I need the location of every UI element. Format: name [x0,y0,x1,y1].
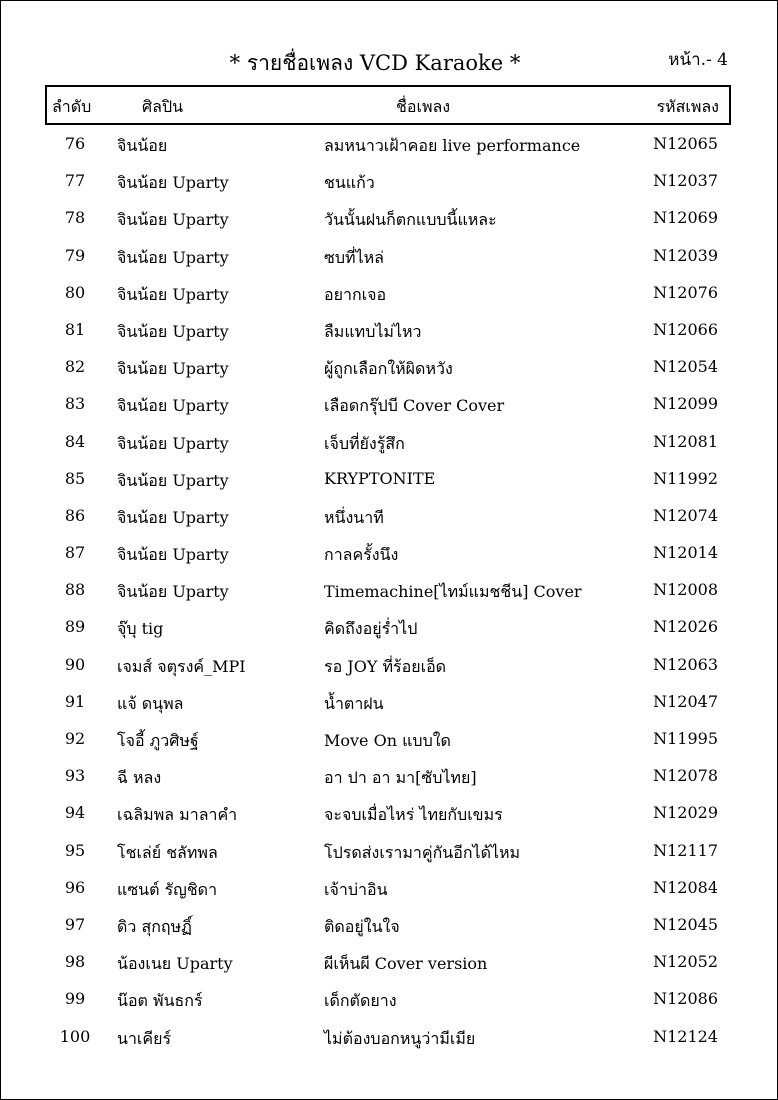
row-code: N12084 [653,877,718,897]
page-title: * รายชื่อเพลง VCD Karaoke * [229,51,521,75]
row-code: N12117 [653,840,718,860]
table-row [0,236,778,273]
row-number: 82 [64,357,86,377]
row-number: 91 [64,691,86,711]
row-song: จะจบเมื่อไหร่ ไทยกับเขมร [324,805,503,825]
song-list [0,124,778,1054]
table-row [0,459,778,496]
row-number: 83 [64,394,86,414]
row-artist: แซนต์ รัญชิดา [117,879,218,899]
row-song: KRYPTONITE [324,468,436,488]
row-code: N12045 [653,914,718,934]
table-row [0,756,778,793]
row-artist: จินน้อย [117,136,168,155]
table-row [0,682,778,719]
row-song: รอ JOY ที่ร้อยเอ็ด [324,656,447,676]
table-header [45,85,731,125]
row-code: N12081 [653,431,718,451]
row-song: น้ำตาฝน [324,693,384,713]
row-code: N12026 [653,617,718,637]
row-song: ลมหนาวเฝ้าคอย live performance [324,136,581,155]
row-song: ซบที่ไหล่ [324,247,384,267]
row-artist: จินน้อย Uparty [117,247,229,267]
row-song: ไม่ต้องบอกหนูว่ามีเมีย [324,1028,476,1048]
row-code: N12086 [653,989,718,1009]
row-code: N12008 [653,580,718,600]
row-song: เลือดกรุ๊ปบี Cover Cover [324,396,505,416]
row-code: N12124 [653,1026,718,1046]
row-artist: น้องเนย Uparty [117,954,233,974]
page-number: หน้า.- 4 [668,50,728,70]
row-code: N12069 [653,208,718,228]
row-artist: น๊อต พันธกร์ [117,991,203,1011]
row-artist: จินน้อย Uparty [117,470,229,490]
row-code: N12037 [653,171,718,191]
row-code: N12029 [653,803,718,823]
header-code: รหัสเพลง [656,97,719,116]
header-artist: ศิลปิน [142,97,184,116]
row-number: 92 [64,729,86,748]
row-artist: โชเล่ย์ ชลัทพล [117,842,218,862]
row-artist: แจ้ ดนุพล [117,693,184,713]
row-code: N12066 [653,319,718,339]
row-number: 78 [64,208,86,228]
header-song: ชื่อเพลง [396,97,451,116]
row-song: Timemachine[ไทม์แมชชีน] Cover [324,582,582,602]
table-row [0,533,778,570]
table-row [0,198,778,235]
row-artist: นาเคียร์ [117,1028,172,1048]
row-artist: จินน้อย Uparty [117,210,229,230]
table-row [0,496,778,533]
row-number: 98 [64,952,86,972]
row-number: 94 [64,803,86,823]
row-song: อยากเจอ [324,284,387,304]
row-number: 76 [64,134,86,153]
row-code: N12014 [653,543,718,563]
table-row [0,831,778,868]
row-song: หนึ่งนาที [324,507,384,527]
row-number: 89 [64,617,86,637]
row-number: 99 [64,989,86,1009]
row-artist: จุ๊บุ tig [117,619,164,639]
row-code: N12099 [653,394,718,414]
row-song: โปรดส่งเรามาคู่กันอีกได้ไหม [324,842,521,862]
row-artist: ดิว สุกฤษฏิ์ [117,916,192,936]
table-row [0,607,778,644]
row-number: 93 [64,766,86,786]
row-artist: โจอี้ ภูวศิษฐ์ [117,731,199,750]
row-number: 97 [64,914,86,934]
row-number: 90 [64,654,86,674]
table-row [0,942,778,979]
row-song: เด็กตัดยาง [324,991,397,1011]
table-row [0,347,778,384]
row-artist: จินน้อย Uparty [117,396,229,416]
table-row [0,645,778,682]
row-song: เจ้าบ่าอิน [324,879,388,899]
row-song: คิดถึงอยู่ร่ำไป [324,619,418,639]
row-song: เจ็บที่ยังรู้สึก [324,433,405,453]
table-row [0,570,778,607]
row-song: ชนแก้ว [324,173,375,193]
row-code: N11995 [653,729,718,748]
row-song: วันนั้นฝนก็ตกแบบนี้แหละ [324,210,497,230]
row-code: N12065 [653,134,718,153]
row-artist: ฉี หลง [117,768,162,788]
row-number: 79 [64,245,86,265]
row-artist: เจมส์ จตุรงค์_MPI [117,656,246,676]
row-artist: จินน้อย Uparty [117,284,229,304]
row-code: N12074 [653,505,718,525]
row-song: Move On แบบใด [324,731,451,750]
table-row [0,273,778,310]
row-song: ผีเห็นผี Cover version [324,954,488,974]
row-number: 96 [64,877,86,897]
row-song: ผู้ถูกเลือกให้ผิดหวัง [324,359,453,379]
row-artist: จินน้อย Uparty [117,321,229,341]
row-number: 85 [64,468,86,488]
row-artist: จินน้อย Uparty [117,173,229,193]
table-row [0,422,778,459]
row-number: 88 [64,580,86,600]
table-row [0,310,778,347]
row-song: กาลครั้งนึง [324,545,399,565]
row-artist: จินน้อย Uparty [117,582,229,602]
table-row [0,1017,778,1054]
table-row [0,124,778,161]
table-row [0,719,778,756]
row-song: ลืมแทบไม่ไหว [324,321,422,341]
row-number: 87 [64,543,86,563]
row-song: อา ปา อา มา[ซับไทย] [324,768,477,788]
row-artist: จินน้อย Uparty [117,433,229,453]
row-number: 86 [64,505,86,525]
row-code: N12047 [653,691,718,711]
row-code: N12076 [653,282,718,302]
row-number: 80 [64,282,86,302]
row-artist: เฉลิมพล มาลาคำ [117,805,238,825]
table-row [0,793,778,830]
table-row [0,905,778,942]
table-row [0,161,778,198]
row-number: 81 [64,319,86,339]
row-code: N11992 [653,468,718,488]
table-row [0,979,778,1016]
header-no: ลำดับ [52,97,92,116]
row-number: 77 [64,171,86,191]
table-row [0,868,778,905]
row-number: 95 [64,840,86,860]
row-song: ติดอยู่ในใจ [324,916,400,936]
row-artist: จินน้อย Uparty [117,507,229,527]
table-row [0,384,778,421]
row-code: N12039 [653,245,718,265]
row-code: N12078 [653,766,718,786]
row-artist: จินน้อย Uparty [117,359,229,379]
row-code: N12052 [653,952,718,972]
row-number: 100 [59,1026,91,1046]
row-number: 84 [64,431,86,451]
row-code: N12054 [653,357,718,377]
row-code: N12063 [653,654,718,674]
row-artist: จินน้อย Uparty [117,545,229,565]
